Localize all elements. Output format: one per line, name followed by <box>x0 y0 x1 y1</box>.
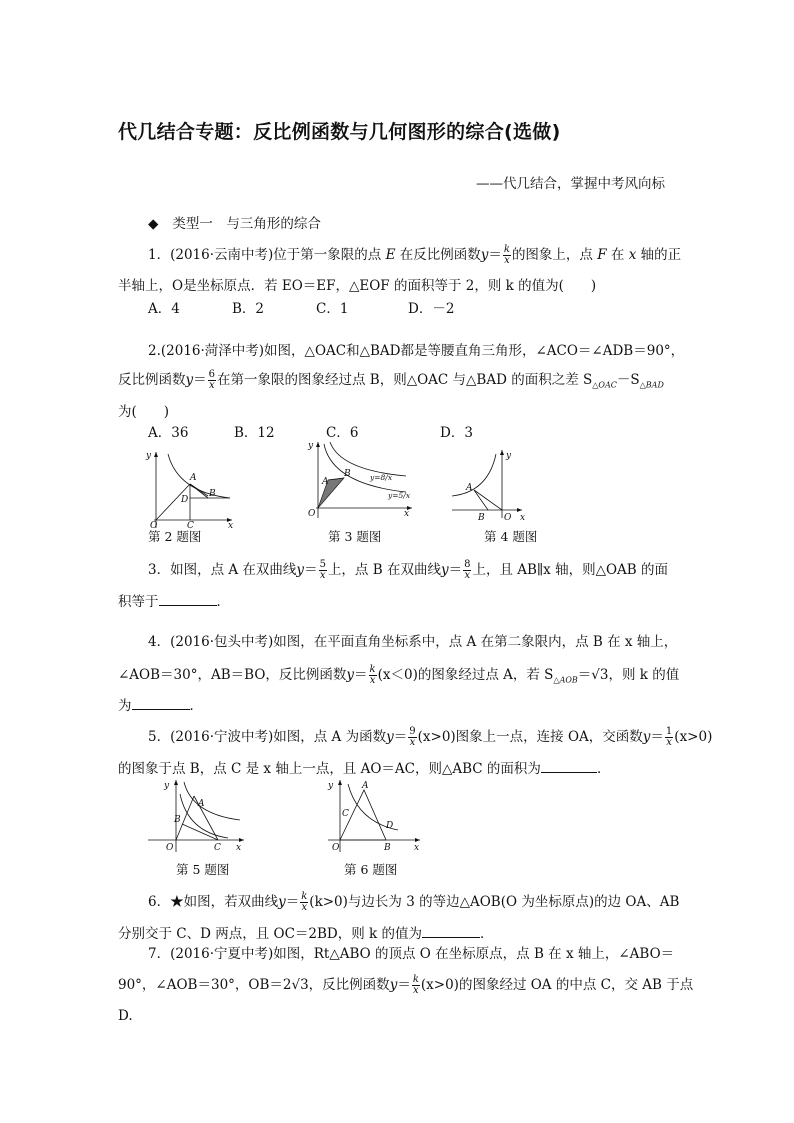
svg-text:C: C <box>187 521 194 530</box>
fraction-k-over-x: $\frac{k}{x}$ <box>503 244 510 266</box>
svg-text:D: D <box>386 821 394 831</box>
svg-text:A: A <box>466 483 473 493</box>
svg-text:O: O <box>504 513 512 523</box>
q2-line2: 反比例函数y＝ $\frac{6}{x}$ 在第一象限的图象经过点 B，则△OAC 与△BAD 的面积之差 $S_{\triangle OAC}-S_{\triangle BAD}$ <box>118 369 664 391</box>
fraction-6-over-x: $\frac{6}{x}$ <box>208 369 216 391</box>
svg-text:x: x <box>414 843 420 853</box>
svg-text:O: O <box>332 843 340 853</box>
figure-2 <box>140 448 240 530</box>
q1-line1: 1．(2016·云南中考)位于第一象限的点 E 在反比例函数y＝ $\frac{k}{x}$ 的图象上，点 F 在 x 轴的正 <box>148 244 682 266</box>
q1-option-c: C．1 <box>316 301 349 317</box>
q7-line2: 90°，∠AOB＝30°，OB＝2√3，反比例函数y＝ $\frac{k}{x}$ (x>0)的图象经过 OA 的中点 C，交 AB 于点 <box>118 974 694 996</box>
figure-6 <box>324 778 424 856</box>
answer-blank[interactable] <box>159 592 217 606</box>
q1-option-d: D．－2 <box>408 301 455 317</box>
svg-text:O: O <box>308 509 316 519</box>
q2-option-d: D．3 <box>440 425 473 441</box>
svg-text:B: B <box>478 513 485 523</box>
q6-line2: 分别交于 C、D 两点，且 OC＝2BD，则 k 的值为 ． <box>118 926 494 942</box>
svg-text:B: B <box>209 489 216 499</box>
q2-line3: 为( ) <box>118 404 170 420</box>
caption-fig3: 第 3 题图 <box>328 529 382 544</box>
q4-line2: ∠AOB＝30°，AB＝BO，反比例函数y＝ $\frac{k}{x}$ (x＜0)的图象经过点 A，若 $S_{\triangle AOB}=√3$，则 k 的值 <box>118 664 680 686</box>
figure-5 <box>148 778 248 856</box>
caption-fig6: 第 6 题图 <box>344 862 398 877</box>
figure-3 <box>302 440 422 522</box>
svg-text:O: O <box>150 521 158 530</box>
svg-text:A: A <box>190 473 197 483</box>
caption-fig2: 第 2 题图 <box>148 529 202 544</box>
svg-text:B: B <box>384 843 391 853</box>
fraction-5-over-x: $\frac{5}{x}$ <box>319 559 326 581</box>
svg-text:x: x <box>520 513 526 523</box>
fraction-1-over-x: $\frac{1}{x}$ <box>665 726 673 748</box>
figure-4 <box>448 448 528 530</box>
q7-line3: D. <box>118 1008 133 1024</box>
fraction-k-over-x-q4: $\frac{k}{x}$ <box>369 664 376 686</box>
fraction-9-over-x: $\frac{9}{x}$ <box>409 726 416 748</box>
page-title: 代几结合专题：反比例函数与几何图形的综合(选做) <box>118 121 561 143</box>
q2-line1: 2.(2016·菏泽中考)如图，△OAC和△BAD都是等腰直角三角形，∠ACO＝∠ADB＝90°， <box>148 343 685 359</box>
svg-text:C: C <box>342 809 349 819</box>
q1-option-a: A．4 <box>148 301 180 317</box>
svg-text:D: D <box>181 495 189 505</box>
q4-line1: 4．(2016·包头中考)如图，在平面直角坐标系中，点 A 在第二象限内，点 B 在 x 轴上， <box>148 634 678 650</box>
svg-text:y: y <box>146 451 152 461</box>
svg-text:y: y <box>308 441 314 451</box>
q2-option-c: C．6 <box>326 425 359 441</box>
fraction-k-over-x-q7: $\frac{k}{x}$ <box>412 974 419 996</box>
q1-option-b: B．2 <box>232 301 265 317</box>
svg-text:x: x <box>404 509 410 519</box>
q7-line1: 7．(2016·宁夏中考)如图，Rt△ABO 的顶点 O 在坐标原点，点 B 在 x 轴上，∠ABO＝ <box>148 946 675 962</box>
svg-text:A: A <box>322 477 329 487</box>
svg-text:y: y <box>506 451 512 461</box>
svg-text:y: y <box>328 781 334 791</box>
answer-blank[interactable] <box>541 759 597 773</box>
q3-line2: 积等于 ． <box>118 594 230 610</box>
svg-text:A: A <box>362 781 369 791</box>
svg-text:x: x <box>228 521 234 530</box>
q1-options <box>148 299 454 319</box>
q4-line3: 为 ． <box>118 698 203 714</box>
answer-blank[interactable] <box>132 696 190 710</box>
q6-line1: 6．★如图，若双曲线y＝ $\frac{k}{x}$ (k>0)与边长为 3 的等边△AOB(O 为坐标原点)的边 OA、AB <box>148 891 680 913</box>
fraction-8-over-x: $\frac{8}{x}$ <box>464 559 471 581</box>
svg-text:y: y <box>164 781 170 791</box>
q3-line1: 3．如图，点 A 在双曲线y＝ $\frac{5}{x}$ 上，点 B 在双曲线y＝ $\frac{8}{x}$ 上，且 AB∥x 轴，则△OAB 的面 <box>148 559 668 581</box>
page-subtitle: ——代几结合，掌握中考风向标 <box>476 176 665 192</box>
svg-text:B: B <box>174 815 181 825</box>
svg-text:y=5/x: y=5/x <box>388 491 411 500</box>
diamond-bullet-icon: ◆ <box>148 216 159 232</box>
svg-text:y=8/x: y=8/x <box>370 473 393 482</box>
answer-blank[interactable] <box>422 924 480 938</box>
q1-line2: 半轴上，O是坐标原点．若 EO＝EF，△EOF 的面积等于 2，则 k 的值为( ) <box>118 278 597 294</box>
section-heading <box>148 214 321 234</box>
svg-text:C: C <box>214 843 221 853</box>
caption-fig5: 第 5 题图 <box>176 862 230 877</box>
q5-line1: 5．(2016·宁波中考)如图，点 A 为函数y＝ $\frac{9}{x}$ (x>0)图象上一点，连接 OA，交函数y＝ $\frac{1}{x}$ (x>0) <box>148 726 713 748</box>
caption-fig4: 第 4 题图 <box>484 529 538 544</box>
svg-text:A: A <box>198 799 205 809</box>
q2-option-a: A．36 <box>148 425 189 441</box>
q5-line2: 的图象于点 B，点 C 是 x 轴上一点，且 AO＝AC，则△ABC 的面积为 ． <box>118 761 611 777</box>
section-label: 类型一 与三角形的综合 <box>172 216 321 232</box>
q2-option-b: B．12 <box>234 425 275 441</box>
svg-text:B: B <box>344 469 351 479</box>
fraction-k-over-x-q6: $\frac{k}{x}$ <box>301 891 308 913</box>
svg-text:x: x <box>236 843 242 853</box>
svg-text:O: O <box>166 843 174 853</box>
